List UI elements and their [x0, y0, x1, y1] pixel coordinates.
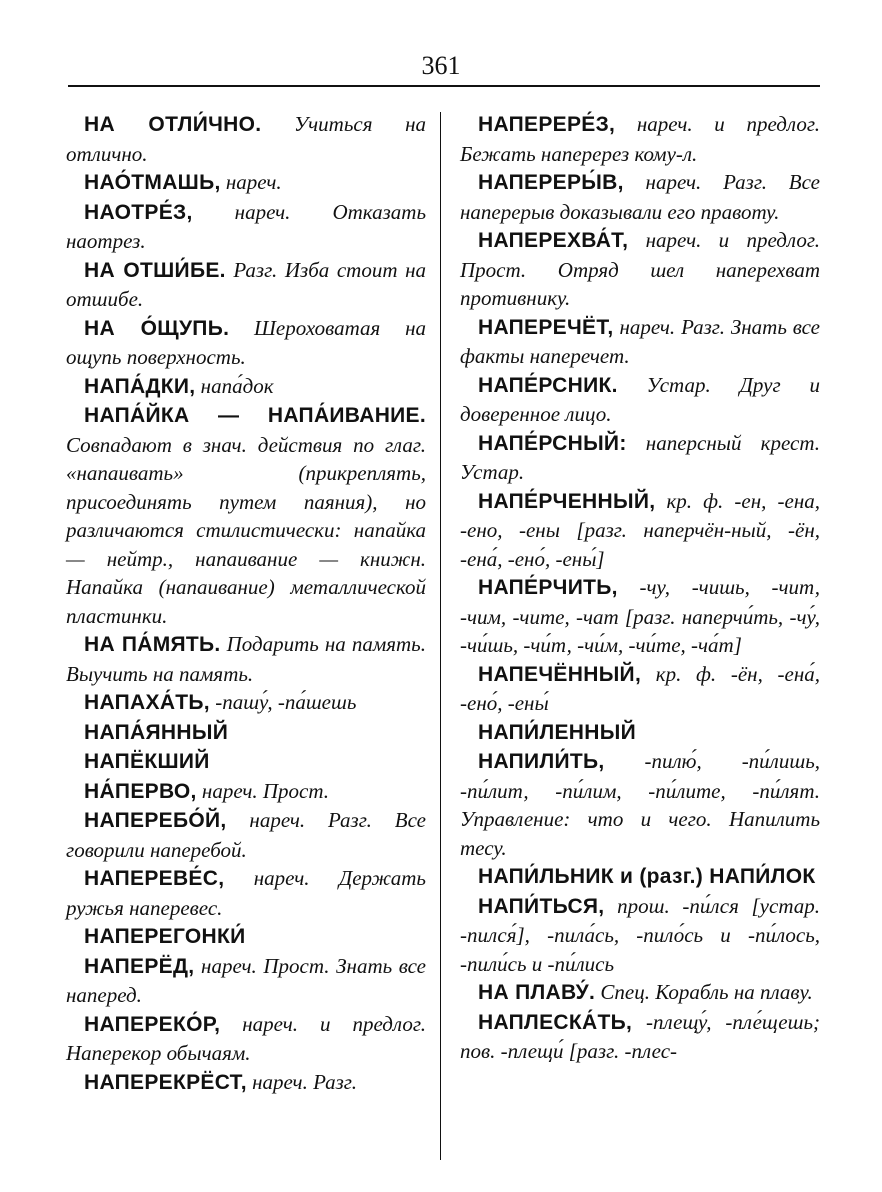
dictionary-entry [66, 110, 426, 168]
left-column [66, 110, 426, 1097]
entry-headword: НАПЁКШИЙ [84, 750, 210, 773]
dictionary-entry [460, 660, 820, 718]
entry-text: Совпадают в знач. действия по глаг. «напаивать» (прикреплять, присоединять путем паяния), но различаются стилистически: напайка — нейтр., напаивание — книжн. Напайка (напаивание) металлической пластинки. [66, 432, 426, 628]
dictionary-entry [460, 978, 820, 1008]
entry-headword: НАПИЛИ́ТЬ, [478, 750, 605, 773]
entry-headword: НАПЕ́РСНЫЙ: [478, 431, 627, 455]
entry-headword: НАПАХА́ТЬ, [84, 691, 210, 714]
dictionary-entry [460, 371, 820, 429]
entry-text: -чу, -чишь, -чит, -чим, -чите, -чат [разг. наперчи́ть, -чу́, -чи́шь, -чи́т, -чи́м, -чи́те, -ча́т] [460, 575, 820, 657]
entry-headword: НАПЕРЕГОНКИ́ [84, 925, 246, 948]
entry-text: Учиться на отлично. [66, 112, 426, 166]
dictionary-entry [460, 168, 820, 226]
header-rule [68, 85, 820, 87]
dictionary-entry [460, 573, 820, 660]
entry-headword: НАПЕРЕХВА́Т, [478, 229, 629, 252]
entry-headword: НАПЕЧЁННЫЙ, [478, 662, 642, 686]
dictionary-entry [66, 314, 426, 372]
entry-headword: НА ПЛАВУ́. [478, 981, 596, 1004]
entry-text: нареч. Держать ружья наперевес. [66, 866, 426, 920]
dictionary-entry [460, 892, 820, 979]
column-divider [440, 112, 441, 1160]
entry-text: прош. -пи́лся [устар. -пился́], -пила́сь, -пило́сь и -пи́лось, -пили́сь и -пи́лись [460, 893, 820, 976]
entry-headword: НАПЕ́РЧЕННЫЙ, [478, 489, 656, 513]
entry-headword: НА ОТЛИ́ЧНО. [84, 113, 262, 136]
dictionary-entry [460, 718, 820, 748]
dictionary-entry [66, 777, 426, 807]
dictionary-entry [66, 630, 426, 688]
entry-headword: НАПЛЕСКА́ТЬ, [478, 1010, 633, 1034]
dictionary-entry [66, 372, 426, 402]
entry-text: напа́док [195, 373, 274, 398]
entry-headword: НА О́ЩУПЬ. [84, 316, 230, 340]
entry-headword: НАПЕРЕЧЁТ, [478, 315, 614, 339]
entry-headword: НА́ПЕРВО, [84, 779, 197, 803]
dictionary-entry [66, 1068, 426, 1098]
dictionary-entry [66, 198, 426, 256]
dictionary-entry [66, 747, 426, 777]
dictionary-entry [460, 747, 820, 862]
dictionary-entry [66, 952, 426, 1010]
entry-headword: НАПЕРЕРЕ́З, [478, 113, 616, 136]
entry-headword: НАПЕРЕВЕ́С, [84, 867, 225, 890]
entry-headword: НАПЕРЕКО́Р, [84, 1012, 221, 1036]
entry-headword: НАПЕРЕРЫ́В, [478, 171, 624, 194]
entry-text: Разг. Изба стоит на отшибе. [66, 257, 426, 311]
entry-headword: НАПИ́ЛЕННЫЙ [478, 720, 636, 744]
entry-text: нареч. и предлог. Наперекор обычаям. [66, 1011, 426, 1065]
entry-headword: НАПЕРЕБО́Й, [84, 809, 227, 832]
entry-headword: НАПА́ЙКА — НАПА́ИВАНИЕ. [84, 404, 426, 427]
entry-text: кр. ф. -ён, -ена́, -ено́, -ены́ [460, 661, 820, 715]
entry-text: -плещу́, -пле́щешь; пов. -плещи́ [разг. -плес- [460, 1009, 820, 1063]
dictionary-entry [460, 1008, 820, 1066]
dictionary-entry [460, 429, 820, 487]
entry-text: нареч. Разг. Все наперерыв доказывали его правоту. [460, 170, 820, 224]
entry-text: кр. ф. -ен, -ена, -ено, -ены [разг. наперчён-ный, -ён, -ена́, -ено́, -ены́] [460, 488, 820, 571]
dictionary-entry [460, 226, 820, 313]
entry-headword: НАПА́ДКИ, [84, 374, 196, 398]
dictionary-entry [66, 256, 426, 314]
entry-headword: НАПЕРЕКРЁСТ, [84, 1070, 247, 1094]
entry-text: Устар. Друг и доверенное лицо. [460, 372, 820, 426]
entry-headword: НА ПА́МЯТЬ. [84, 633, 221, 656]
entry-headword: НАО́ТМАШЬ, [84, 171, 221, 194]
entry-text: нареч. и предлог. Бежать наперерез кому-л. [460, 112, 820, 166]
entry-headword: НАПА́ЯННЫЙ [84, 720, 229, 744]
entry-headword: НАПИ́ЛЬНИК и (разг.) НАПИ́ЛОК [478, 865, 816, 888]
dictionary-entry [66, 168, 426, 198]
entry-text: наперсный крест. Устар. [460, 430, 820, 484]
entry-text: -пилю́, -пи́лишь, -пи́лит, -пи́лим, -пи́лите, -пи́лят. Управление: что и чего. Напилить тесу. [460, 749, 820, 860]
entry-text: нареч. [220, 170, 282, 194]
entry-headword: НАПЕРЁД, [84, 954, 195, 978]
dictionary-entry [460, 862, 820, 892]
dictionary-entry [460, 487, 820, 574]
entry-text: нареч. Разг. Знать все факты наперечет. [460, 314, 820, 368]
dictionary-entry [66, 864, 426, 922]
entry-text: нареч. Прост. [196, 778, 330, 803]
dictionary-entry [66, 401, 426, 630]
entry-text: нареч. Разг. [246, 1069, 357, 1094]
entry-text: -пашу́, -па́шешь [209, 690, 357, 714]
entry-headword: НАПИ́ТЬСЯ, [478, 894, 605, 918]
page-number: 361 [421, 51, 461, 80]
right-column [460, 110, 820, 1066]
entry-text: нареч. и предлог. Прост. Отряд шел наперехват противнику. [460, 228, 820, 310]
entry-headword: НАПЕ́РЧИТЬ, [478, 576, 618, 599]
entry-text: Подарить на память. Выучить на память. [66, 632, 426, 686]
dictionary-entry [460, 313, 820, 371]
dictionary-entry [66, 688, 426, 718]
dictionary-entry [66, 718, 426, 748]
entry-text: нареч. Прост. Знать все наперед. [66, 953, 426, 1007]
dictionary-entry [66, 806, 426, 864]
entry-headword: НАОТРЕ́З, [84, 200, 193, 224]
entry-headword: НАПЕ́РСНИК. [478, 373, 618, 397]
entry-text: Шероховатая на ощупь поверхность. [66, 315, 426, 369]
entry-text: нареч. Отказать наотрез. [66, 199, 426, 253]
dictionary-entry [66, 1010, 426, 1068]
dictionary-entry [66, 922, 426, 952]
dictionary-entry [460, 110, 820, 168]
entry-headword: НА ОТШИ́БЕ. [84, 258, 226, 282]
entry-text: Спец. Корабль на плаву. [595, 980, 813, 1004]
entry-text: нареч. Разг. Все говорили наперебой. [66, 808, 426, 862]
